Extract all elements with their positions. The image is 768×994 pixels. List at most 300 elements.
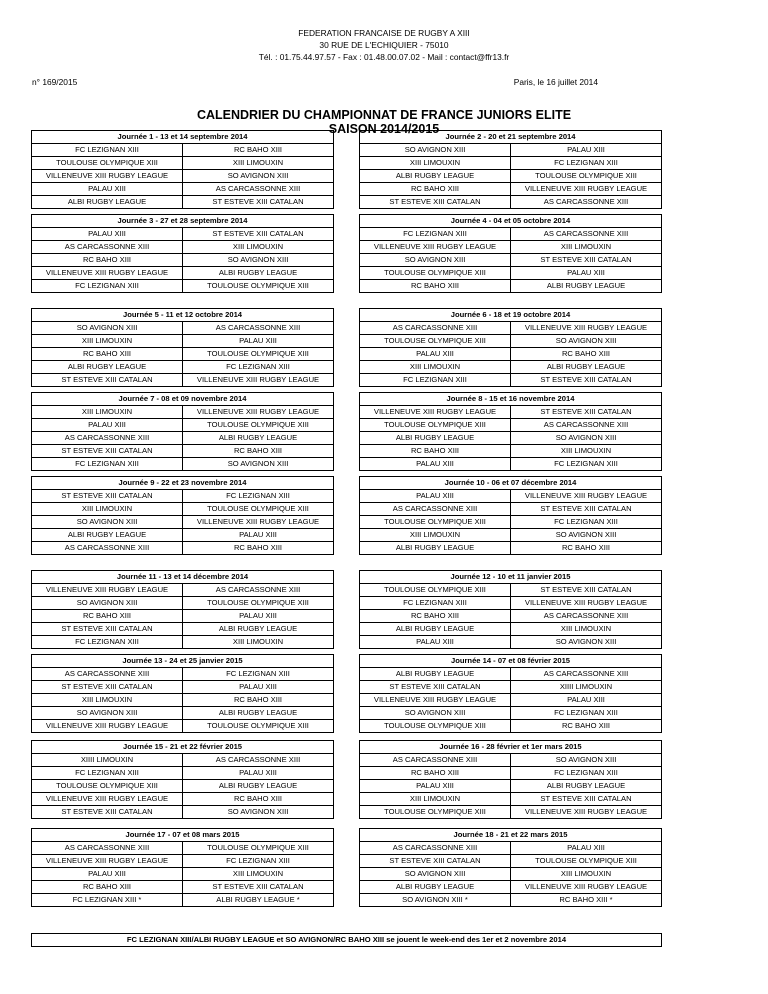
home-team: XIII LIMOUXIN bbox=[360, 361, 511, 374]
fixture-row bbox=[360, 267, 661, 280]
round-block bbox=[359, 476, 662, 555]
fixture-row bbox=[32, 855, 333, 868]
fixture-row bbox=[360, 196, 661, 209]
fixture-row bbox=[32, 881, 333, 894]
away-team: TOULOUSE OLYMPIQUE XIII bbox=[183, 720, 334, 733]
fixture-row bbox=[360, 445, 661, 458]
home-team: SO AVIGNON XIII bbox=[360, 707, 511, 720]
fixtures-table bbox=[360, 842, 661, 906]
round-title: Journée 15 - 21 et 22 février 2015 bbox=[32, 741, 333, 754]
fixture-row bbox=[32, 668, 333, 681]
title-line-1: CALENDRIER DU CHAMPIONNAT DE FRANCE JUNIORS ELITE bbox=[196, 108, 572, 122]
away-team: AS CARCASSONNE XIII bbox=[543, 229, 629, 238]
round-title: Journée 14 - 07 et 08 février 2015 bbox=[360, 655, 661, 668]
fixtures-table bbox=[32, 668, 333, 732]
fixture-row bbox=[360, 419, 661, 432]
away-team: PALAU XIII bbox=[183, 335, 334, 348]
fixture-row bbox=[32, 720, 333, 733]
away-team: SO AVIGNON XIII bbox=[183, 170, 334, 183]
home-team: VILLENEUVE XIII RUGBY LEAGUE bbox=[32, 793, 183, 806]
fixtures-table bbox=[32, 322, 333, 386]
away-team: ST ESTEVE XIII CATALAN bbox=[183, 196, 334, 209]
away-team: XIII LIMOUXIN bbox=[183, 241, 334, 254]
away-team: ST ESTEVE XIII CATALAN bbox=[511, 254, 662, 267]
fixtures-table bbox=[32, 228, 333, 292]
round-block bbox=[31, 476, 334, 555]
fixture-row bbox=[32, 432, 333, 445]
fixture-row bbox=[360, 767, 661, 780]
fixture-row bbox=[360, 348, 661, 361]
away-team: SO AVIGNON XIII bbox=[183, 254, 334, 267]
fixture-row bbox=[360, 406, 661, 419]
home-team: RC BAHO XIII bbox=[32, 348, 183, 361]
home-team: VILLENEUVE XIII RUGBY LEAGUE bbox=[32, 170, 183, 183]
away-team: ALBI RUGBY LEAGUE * bbox=[183, 894, 334, 907]
away-team: PALAU XIII bbox=[511, 694, 662, 707]
home-team: FC LEZIGNAN XIII bbox=[32, 458, 183, 471]
round-block bbox=[31, 740, 334, 819]
home-team: AS CARCASSONNE XIII bbox=[32, 241, 183, 254]
fixture-row bbox=[32, 542, 333, 555]
fixture-row bbox=[360, 720, 661, 733]
round-block bbox=[359, 654, 662, 733]
fixture-row bbox=[360, 623, 661, 636]
away-team: ALBI RUGBY LEAGUE bbox=[183, 707, 334, 720]
fixture-row bbox=[32, 406, 333, 419]
fixture-row bbox=[360, 516, 661, 529]
fixture-row bbox=[32, 894, 333, 907]
fixture-row bbox=[32, 610, 333, 623]
away-team: XIII LIMOUXIN bbox=[183, 157, 334, 170]
fixture-row bbox=[360, 636, 661, 649]
home-team: VILLENEUVE XIII RUGBY LEAGUE bbox=[32, 584, 183, 597]
home-team: RC BAHO XIII bbox=[360, 767, 511, 780]
home-team: FC LEZIGNAN XIII bbox=[32, 280, 183, 293]
away-team: RC BAHO XIII bbox=[183, 542, 334, 555]
fixture-row bbox=[360, 490, 661, 503]
away-team: PALAU XIII bbox=[183, 681, 334, 694]
away-team: ALBI RUGBY LEAGUE bbox=[511, 780, 662, 793]
away-team: ALBI RUGBY LEAGUE bbox=[511, 280, 662, 293]
away-team: RC BAHO XIII bbox=[183, 445, 334, 458]
home-team: FC LEZIGNAN XIII bbox=[360, 597, 511, 610]
away-team: PALAU XIII bbox=[567, 145, 605, 154]
home-team: ST ESTEVE XIII CATALAN bbox=[360, 196, 511, 209]
round-title: Journée 16 - 28 février et 1er mars 2015 bbox=[360, 741, 661, 754]
fixture-row bbox=[360, 374, 661, 387]
home-team: ST ESTEVE XIII CATALAN bbox=[32, 490, 183, 503]
round-title: Journée 8 - 15 et 16 novembre 2014 bbox=[360, 393, 661, 406]
away-team: ST ESTEVE XIII CATALAN bbox=[183, 881, 334, 894]
away-team: TOULOUSE OLYMPIQUE XIII bbox=[207, 843, 309, 852]
away-team: ST ESTEVE XIII CATALAN bbox=[212, 229, 304, 238]
fixture-row bbox=[32, 623, 333, 636]
away-team: FC LEZIGNAN XIII bbox=[511, 458, 662, 471]
home-team: ALBI RUGBY LEAGUE bbox=[32, 529, 183, 542]
home-team: SO AVIGNON XIII bbox=[32, 597, 183, 610]
fixtures-table bbox=[32, 490, 333, 554]
away-team: VILLENEUVE XIII RUGBY LEAGUE bbox=[511, 183, 662, 196]
home-team: SO AVIGNON XIII bbox=[360, 144, 511, 157]
home-team: AS CARCASSONNE XIII bbox=[32, 668, 183, 681]
fixture-row bbox=[32, 503, 333, 516]
away-team: AS CARCASSONNE XIII bbox=[215, 323, 301, 332]
away-team: FC LEZIGNAN XIII bbox=[511, 516, 662, 529]
fixture-row bbox=[32, 254, 333, 267]
fixture-row bbox=[32, 196, 333, 209]
home-team: XIII LIMOUXIN bbox=[360, 157, 511, 170]
fixture-row bbox=[360, 254, 661, 267]
fixture-row bbox=[360, 503, 661, 516]
fixtures-table bbox=[360, 584, 661, 648]
fixture-row bbox=[360, 793, 661, 806]
round-title: Journée 11 - 13 et 14 décembre 2014 bbox=[32, 571, 333, 584]
fixture-row bbox=[360, 694, 661, 707]
fixture-row bbox=[32, 707, 333, 720]
away-team: AS CARCASSONNE XIII bbox=[183, 183, 334, 196]
away-team: ST ESTEVE XIII CATALAN bbox=[511, 793, 662, 806]
fixture-row bbox=[32, 157, 333, 170]
home-team: FC LEZIGNAN XIII * bbox=[32, 894, 183, 907]
fixtures-table bbox=[360, 668, 661, 732]
away-team: RC BAHO XIII bbox=[511, 720, 662, 733]
fixture-row bbox=[360, 894, 661, 907]
away-team: SO AVIGNON XIII bbox=[511, 432, 662, 445]
away-team: VILLENEUVE XIII RUGBY LEAGUE bbox=[511, 806, 662, 819]
fixture-row bbox=[32, 490, 333, 503]
round-block bbox=[31, 308, 334, 387]
fixture-row bbox=[32, 241, 333, 254]
org-contact: Tél. : 01.75.44.97.57 - Fax : 01.48.00.07.02 - Mail : contact@ffr13.fr bbox=[258, 52, 510, 62]
home-team: AS CARCASSONNE XIII bbox=[360, 754, 511, 767]
fixture-row bbox=[32, 228, 333, 241]
fixture-row bbox=[360, 584, 661, 597]
away-team: SO AVIGNON XIII bbox=[511, 335, 662, 348]
fixture-row bbox=[32, 361, 333, 374]
home-team: AS CARCASSONNE XIII bbox=[360, 322, 511, 335]
away-team: PALAU XIII bbox=[183, 610, 334, 623]
home-team: TOULOUSE OLYMPIQUE XIII bbox=[360, 720, 511, 733]
fixtures-table bbox=[32, 144, 333, 208]
away-team: TOULOUSE OLYMPIQUE XIII bbox=[183, 419, 334, 432]
home-team: FC LEZIGNAN XIII bbox=[32, 767, 183, 780]
fixtures-table bbox=[360, 144, 661, 208]
round-block bbox=[359, 828, 662, 907]
fixture-row bbox=[32, 419, 333, 432]
fixture-row bbox=[360, 806, 661, 819]
round-block bbox=[31, 214, 334, 293]
home-team: ALBI RUGBY LEAGUE bbox=[360, 623, 511, 636]
fixture-row bbox=[32, 842, 333, 855]
fixture-row bbox=[32, 374, 333, 387]
away-team: TOULOUSE OLYMPIQUE XIII bbox=[511, 170, 662, 183]
away-team: FC LEZIGNAN XIII bbox=[183, 361, 334, 374]
document-reference: n° 169/2015 bbox=[32, 77, 78, 87]
home-team: XIIII LIMOUXIN bbox=[32, 754, 183, 767]
away-team: RC BAHO XIII bbox=[233, 145, 283, 154]
fixture-row bbox=[360, 170, 661, 183]
away-team: VILLENEUVE XIII RUGBY LEAGUE bbox=[183, 516, 334, 529]
fixture-row bbox=[360, 868, 661, 881]
away-team: ST ESTEVE XIII CATALAN bbox=[511, 503, 662, 516]
home-team: RC BAHO XIII bbox=[360, 183, 511, 196]
fixture-row bbox=[360, 241, 661, 254]
away-team: XIII LIMOUXIN bbox=[511, 868, 662, 881]
away-team: TOULOUSE OLYMPIQUE XIII bbox=[183, 348, 334, 361]
away-team: VILLENEUVE XIII RUGBY LEAGUE bbox=[524, 491, 648, 500]
fixture-row bbox=[32, 348, 333, 361]
fixture-row bbox=[32, 170, 333, 183]
away-team: XIII LIMOUXIN bbox=[511, 445, 662, 458]
away-team: ST ESTEVE XIII CATALAN bbox=[540, 585, 632, 594]
home-team: FC LEZIGNAN XIII bbox=[360, 374, 511, 387]
home-team: SO AVIGNON XIII * bbox=[360, 894, 511, 907]
round-block bbox=[359, 570, 662, 649]
away-team: XIII LIMOUXIN bbox=[183, 868, 334, 881]
home-team: RC BAHO XIII bbox=[360, 445, 511, 458]
away-team: PALAU XIII bbox=[183, 767, 334, 780]
fixture-row bbox=[360, 280, 661, 293]
home-team: TOULOUSE OLYMPIQUE XIII bbox=[32, 780, 183, 793]
fixture-row bbox=[32, 529, 333, 542]
fixture-row bbox=[32, 767, 333, 780]
away-team: ALBI RUGBY LEAGUE bbox=[183, 623, 334, 636]
round-block bbox=[359, 392, 662, 471]
away-team: AS CARCASSONNE XIII bbox=[511, 610, 662, 623]
home-team: VILLENEUVE XIII RUGBY LEAGUE bbox=[360, 694, 511, 707]
away-team: RC BAHO XIII * bbox=[511, 894, 662, 907]
home-team: XIII LIMOUXIN bbox=[360, 529, 511, 542]
away-team: VILLENEUVE XIII RUGBY LEAGUE bbox=[511, 881, 662, 894]
home-team: ALBI RUGBY LEAGUE bbox=[32, 196, 183, 209]
document-date: Paris, le 16 juillet 2014 bbox=[513, 77, 598, 87]
away-team: RC BAHO XIII bbox=[183, 694, 334, 707]
fixture-row bbox=[360, 668, 661, 681]
away-team: AS CARCASSONNE XIII bbox=[215, 755, 301, 764]
home-team: AS CARCASSONNE XIII bbox=[32, 842, 183, 855]
away-team: XIII LIMOUXIN bbox=[511, 241, 662, 254]
fixture-row bbox=[32, 322, 333, 335]
round-title: Journée 12 - 10 et 11 janvier 2015 bbox=[360, 571, 661, 584]
away-team: ALBI RUGBY LEAGUE bbox=[183, 432, 334, 445]
fixtures-table bbox=[32, 406, 333, 470]
away-team: FC LEZIGNAN XIII bbox=[226, 491, 290, 500]
fixture-row bbox=[32, 144, 333, 157]
fixture-row bbox=[360, 322, 661, 335]
fixture-row bbox=[360, 855, 661, 868]
round-title: Journée 5 - 11 et 12 octobre 2014 bbox=[32, 309, 333, 322]
fixture-row bbox=[32, 183, 333, 196]
away-team: RC BAHO XIII bbox=[183, 793, 334, 806]
fixture-row bbox=[360, 458, 661, 471]
away-team: VILLENEUVE XIII RUGBY LEAGUE bbox=[511, 597, 662, 610]
fixture-row bbox=[32, 516, 333, 529]
away-team: ALBI RUGBY LEAGUE bbox=[183, 267, 334, 280]
home-team: TOULOUSE OLYMPIQUE XIII bbox=[360, 584, 511, 597]
away-team: ST ESTEVE XIII CATALAN bbox=[540, 407, 632, 416]
away-team: PALAU XIII bbox=[567, 843, 605, 852]
round-title: Journée 9 - 22 et 23 novembre 2014 bbox=[32, 477, 333, 490]
fixture-row bbox=[360, 597, 661, 610]
away-team: PALAU XIII bbox=[183, 529, 334, 542]
round-title: Journée 6 - 18 et 19 octobre 2014 bbox=[360, 309, 661, 322]
fixture-row bbox=[360, 361, 661, 374]
home-team: RC BAHO XIII bbox=[360, 610, 511, 623]
home-team: AS CARCASSONNE XIII bbox=[32, 542, 183, 555]
home-team: XIII LIMOUXIN bbox=[32, 406, 183, 419]
title-line-2: SAISON 2014/2015 bbox=[328, 122, 440, 136]
fixtures-table bbox=[360, 406, 661, 470]
fixture-row bbox=[32, 681, 333, 694]
away-team: FC LEZIGNAN XIII bbox=[511, 767, 662, 780]
away-team: AS CARCASSONNE XIII bbox=[511, 419, 662, 432]
away-team: TOULOUSE OLYMPIQUE XIII bbox=[183, 503, 334, 516]
home-team: VILLENEUVE XIII RUGBY LEAGUE bbox=[360, 406, 511, 419]
home-team: PALAU XIII bbox=[360, 636, 511, 649]
fixtures-table bbox=[360, 322, 661, 386]
home-team: VILLENEUVE XIII RUGBY LEAGUE bbox=[360, 241, 511, 254]
org-name: FEDERATION FRANCAISE DE RUGBY A XIII bbox=[298, 28, 470, 38]
home-team: AS CARCASSONNE XIII bbox=[360, 503, 511, 516]
fixture-row bbox=[360, 183, 661, 196]
away-team: TOULOUSE OLYMPIQUE XIII bbox=[183, 280, 334, 293]
footer-note: FC LEZIGNAN XIII/ALBI RUGBY LEAGUE et SO AVIGNON/RC BAHO XIII se jouent le week-end des 1er et 2 novembre 2014 bbox=[31, 933, 662, 947]
home-team: RC BAHO XIII bbox=[32, 254, 183, 267]
round-block bbox=[359, 130, 662, 209]
round-title: Journée 13 - 24 et 25 janvier 2015 bbox=[32, 655, 333, 668]
fixtures-table bbox=[360, 490, 661, 554]
home-team: ST ESTEVE XIII CATALAN bbox=[32, 681, 183, 694]
round-block bbox=[31, 828, 334, 907]
fixtures-table bbox=[32, 842, 333, 906]
fixture-row bbox=[32, 780, 333, 793]
fixture-row bbox=[360, 529, 661, 542]
fixture-row bbox=[360, 707, 661, 720]
home-team: ALBI RUGBY LEAGUE bbox=[360, 881, 511, 894]
fixture-row bbox=[32, 597, 333, 610]
fixture-row bbox=[32, 636, 333, 649]
home-team: AS CARCASSONNE XIII bbox=[32, 432, 183, 445]
home-team: FC LEZIGNAN XIII bbox=[360, 228, 511, 241]
home-team: TOULOUSE OLYMPIQUE XIII bbox=[360, 516, 511, 529]
away-team: RC BAHO XIII bbox=[511, 542, 662, 555]
round-title: Journée 18 - 21 et 22 mars 2015 bbox=[360, 829, 661, 842]
fixture-row bbox=[32, 445, 333, 458]
home-team: AS CARCASSONNE XIII bbox=[360, 842, 511, 855]
home-team: PALAU XIII bbox=[360, 458, 511, 471]
fixture-row bbox=[360, 842, 661, 855]
away-team: XIII LIMOUXIN bbox=[511, 623, 662, 636]
round-title: Journée 10 - 06 et 07 décembre 2014 bbox=[360, 477, 661, 490]
home-team: ALBI RUGBY LEAGUE bbox=[360, 668, 511, 681]
away-team: ALBI RUGBY LEAGUE bbox=[511, 361, 662, 374]
round-title: Journée 7 - 08 et 09 novembre 2014 bbox=[32, 393, 333, 406]
home-team: ALBI RUGBY LEAGUE bbox=[32, 361, 183, 374]
round-block bbox=[31, 130, 334, 209]
home-team: ST ESTEVE XIII CATALAN bbox=[32, 445, 183, 458]
away-team: ALBI RUGBY LEAGUE bbox=[183, 780, 334, 793]
home-team: ST ESTEVE XIII CATALAN bbox=[360, 855, 511, 868]
fixtures-table bbox=[32, 584, 333, 648]
away-team: SO AVIGNON XIII bbox=[555, 755, 617, 764]
fixture-row bbox=[360, 881, 661, 894]
round-block bbox=[31, 392, 334, 471]
round-title: Journée 17 - 07 et 08 mars 2015 bbox=[32, 829, 333, 842]
fixture-row bbox=[32, 868, 333, 881]
home-team: FC LEZIGNAN XIII bbox=[32, 144, 183, 157]
home-team: XIII LIMOUXIN bbox=[32, 503, 183, 516]
away-team: TOULOUSE OLYMPIQUE XIII bbox=[511, 855, 662, 868]
away-team: AS CARCASSONNE XIII bbox=[543, 669, 629, 678]
home-team: ALBI RUGBY LEAGUE bbox=[360, 170, 511, 183]
home-team: ST ESTEVE XIII CATALAN bbox=[32, 623, 183, 636]
fixture-row bbox=[32, 267, 333, 280]
home-team: PALAU XIII bbox=[32, 228, 183, 241]
fixture-row bbox=[360, 681, 661, 694]
home-team: SO AVIGNON XIII bbox=[32, 516, 183, 529]
home-team: TOULOUSE OLYMPIQUE XIII bbox=[360, 267, 511, 280]
away-team: VILLENEUVE XIII RUGBY LEAGUE bbox=[196, 407, 320, 416]
round-title: Journée 4 - 04 et 05 octobre 2014 bbox=[360, 215, 661, 228]
fixture-row bbox=[32, 806, 333, 819]
fixture-row bbox=[360, 754, 661, 767]
fixtures-table bbox=[360, 228, 661, 292]
org-address: 30 RUE DE L'ECHIQUIER - 75010 bbox=[319, 40, 449, 50]
home-team: XIII LIMOUXIN bbox=[32, 694, 183, 707]
home-team: RC BAHO XIII bbox=[32, 610, 183, 623]
fixture-row bbox=[360, 432, 661, 445]
away-team: FC LEZIGNAN XIII bbox=[226, 669, 290, 678]
away-team: SO AVIGNON XIII bbox=[183, 458, 334, 471]
home-team: PALAU XIII bbox=[360, 348, 511, 361]
fixtures-table bbox=[360, 754, 661, 818]
away-team: SO AVIGNON XIII bbox=[183, 806, 334, 819]
away-team: VILLENEUVE XIII RUGBY LEAGUE bbox=[183, 374, 334, 387]
away-team: SO AVIGNON XIII bbox=[511, 529, 662, 542]
home-team: VILLENEUVE XIII RUGBY LEAGUE bbox=[32, 855, 183, 868]
fixture-row bbox=[32, 754, 333, 767]
home-team: SO AVIGNON XIII bbox=[32, 322, 183, 335]
fixture-row bbox=[32, 793, 333, 806]
round-block bbox=[31, 570, 334, 649]
round-block bbox=[359, 308, 662, 387]
fixture-row bbox=[360, 780, 661, 793]
home-team: PALAU XIII bbox=[32, 419, 183, 432]
away-team: ST ESTEVE XIII CATALAN bbox=[511, 374, 662, 387]
home-team: VILLENEUVE XIII RUGBY LEAGUE bbox=[32, 720, 183, 733]
home-team: ST ESTEVE XIII CATALAN bbox=[32, 374, 183, 387]
home-team: ALBI RUGBY LEAGUE bbox=[360, 542, 511, 555]
home-team: ALBI RUGBY LEAGUE bbox=[360, 432, 511, 445]
away-team: VILLENEUVE XIII RUGBY LEAGUE bbox=[524, 323, 648, 332]
fixture-row bbox=[32, 280, 333, 293]
away-team: RC BAHO XIII bbox=[511, 348, 662, 361]
home-team: ST ESTEVE XIII CATALAN bbox=[360, 681, 511, 694]
fixture-row bbox=[32, 458, 333, 471]
home-team: ST ESTEVE XIII CATALAN bbox=[32, 806, 183, 819]
fixtures-table bbox=[32, 754, 333, 818]
home-team: TOULOUSE OLYMPIQUE XIII bbox=[360, 806, 511, 819]
home-team: TOULOUSE OLYMPIQUE XIII bbox=[32, 157, 183, 170]
home-team: SO AVIGNON XIII bbox=[360, 868, 511, 881]
fixture-row bbox=[360, 335, 661, 348]
home-team: PALAU XIII bbox=[360, 490, 511, 503]
round-title: Journée 3 - 27 et 28 septembre 2014 bbox=[32, 215, 333, 228]
away-team: XIII LIMOUXIN bbox=[183, 636, 334, 649]
round-block bbox=[359, 740, 662, 819]
fixture-row bbox=[32, 335, 333, 348]
home-team: FC LEZIGNAN XIII bbox=[32, 636, 183, 649]
